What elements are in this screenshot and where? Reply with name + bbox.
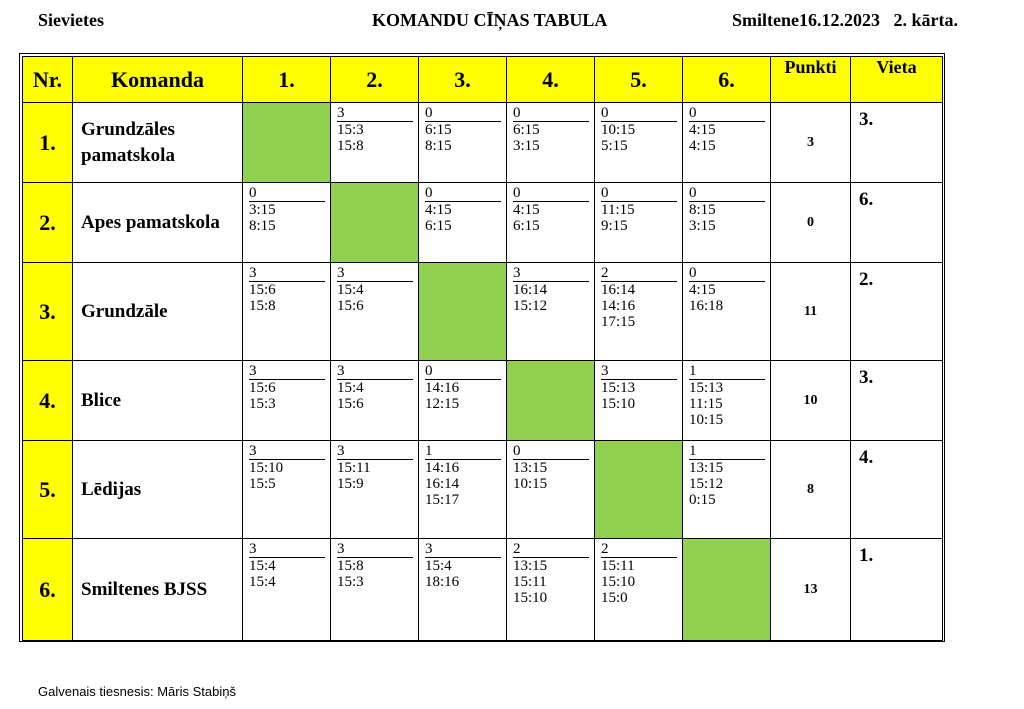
set-score: 9:15 bbox=[601, 218, 628, 234]
header-place: Vieta bbox=[851, 57, 943, 103]
match-points: 3 bbox=[249, 541, 325, 558]
self-match-cell bbox=[243, 103, 331, 183]
set-score: 13:15 bbox=[513, 558, 548, 574]
header-col-1: 1. bbox=[243, 57, 331, 103]
header-col-4: 4. bbox=[507, 57, 595, 103]
set-score: 10:15 bbox=[601, 122, 636, 138]
row-number: 3. bbox=[23, 263, 73, 361]
header-team: Komanda bbox=[73, 57, 243, 103]
self-match-cell bbox=[507, 361, 595, 441]
set-score: 14:16 bbox=[425, 460, 460, 476]
match-result-cell bbox=[419, 539, 507, 641]
set-score: 15:6 bbox=[249, 282, 276, 298]
match-result-cell bbox=[419, 183, 507, 263]
match-result-cell bbox=[331, 263, 419, 361]
table-row bbox=[23, 441, 943, 539]
set-score: 15:5 bbox=[249, 476, 276, 492]
set-score: 6:15 bbox=[513, 218, 540, 234]
set-score: 15:4 bbox=[425, 558, 452, 574]
set-score: 15:9 bbox=[337, 476, 364, 492]
match-result-cell bbox=[507, 263, 595, 361]
match-points: 3 bbox=[337, 363, 413, 380]
match-points: 2 bbox=[513, 541, 589, 558]
match-points: 0 bbox=[425, 363, 501, 380]
match-result-cell bbox=[243, 441, 331, 539]
match-result-cell bbox=[507, 103, 595, 183]
chief-referee-note: Galvenais tiesnesis: Māris Stabiņš bbox=[38, 684, 236, 699]
set-score: 16:18 bbox=[689, 298, 724, 314]
table-row bbox=[23, 361, 943, 441]
match-points: 3 bbox=[337, 541, 413, 558]
table-row bbox=[23, 103, 943, 183]
self-match-cell bbox=[683, 539, 771, 641]
match-points: 0 bbox=[601, 185, 677, 202]
match-result-cell bbox=[507, 441, 595, 539]
match-result-cell bbox=[595, 361, 683, 441]
match-points: 2 bbox=[601, 265, 677, 282]
match-points: 0 bbox=[513, 185, 589, 202]
set-score: 15:8 bbox=[337, 558, 364, 574]
set-score: 15:8 bbox=[337, 138, 364, 154]
header-col-2: 2. bbox=[331, 57, 419, 103]
match-points: 3 bbox=[601, 363, 677, 380]
set-score: 13:15 bbox=[689, 460, 724, 476]
total-points: 3 bbox=[771, 103, 851, 183]
final-place: 1. bbox=[851, 539, 943, 641]
set-score: 8:15 bbox=[425, 138, 452, 154]
set-score: 11:15 bbox=[689, 396, 723, 412]
match-points: 0 bbox=[689, 185, 765, 202]
match-result-cell bbox=[331, 539, 419, 641]
set-score: 0:15 bbox=[689, 492, 716, 508]
date-round-label: Smiltene16.12.2023 2. kārta. bbox=[732, 10, 958, 30]
set-score: 3:15 bbox=[513, 138, 540, 154]
set-score: 15:6 bbox=[249, 380, 276, 396]
total-points: 0 bbox=[771, 183, 851, 263]
match-points: 0 bbox=[513, 443, 589, 460]
match-points: 2 bbox=[601, 541, 677, 558]
set-score: 8:15 bbox=[689, 202, 716, 218]
match-result-cell bbox=[419, 361, 507, 441]
set-score: 6:15 bbox=[425, 122, 452, 138]
set-score: 15:4 bbox=[337, 380, 364, 396]
row-number: 6. bbox=[23, 539, 73, 641]
match-result-cell bbox=[595, 183, 683, 263]
match-result-cell bbox=[331, 361, 419, 441]
set-score: 15:3 bbox=[249, 396, 276, 412]
set-score: 4:15 bbox=[689, 138, 716, 154]
match-result-cell bbox=[331, 441, 419, 539]
match-points: 3 bbox=[513, 265, 589, 282]
header-col-5: 5. bbox=[595, 57, 683, 103]
match-result-cell bbox=[331, 103, 419, 183]
set-score: 15:6 bbox=[337, 298, 364, 314]
match-result-cell bbox=[595, 103, 683, 183]
row-number: 2. bbox=[23, 183, 73, 263]
set-score: 15:4 bbox=[337, 282, 364, 298]
header-nr: Nr. bbox=[23, 57, 73, 103]
row-number: 5. bbox=[23, 441, 73, 539]
team-name: Blice bbox=[73, 361, 243, 441]
set-score: 6:15 bbox=[425, 218, 452, 234]
self-match-cell bbox=[595, 441, 683, 539]
header-row bbox=[23, 57, 943, 103]
match-points: 3 bbox=[249, 265, 325, 282]
team-name: Lēdijas bbox=[73, 441, 243, 539]
match-result-cell bbox=[243, 183, 331, 263]
match-result-cell bbox=[595, 539, 683, 641]
header-points: Punkti bbox=[771, 57, 851, 103]
set-score: 15:8 bbox=[249, 298, 276, 314]
set-score: 16:14 bbox=[601, 282, 636, 298]
set-score: 16:14 bbox=[425, 476, 460, 492]
team-name: Smiltenes BJSS bbox=[73, 539, 243, 641]
match-points: 0 bbox=[513, 105, 589, 122]
set-score: 15:10 bbox=[249, 460, 284, 476]
set-score: 14:16 bbox=[425, 380, 460, 396]
set-score: 4:15 bbox=[425, 202, 452, 218]
match-points: 3 bbox=[337, 105, 413, 122]
standings-table bbox=[22, 56, 943, 641]
set-score: 15:17 bbox=[425, 492, 460, 508]
row-number: 4. bbox=[23, 361, 73, 441]
match-points: 1 bbox=[689, 363, 765, 380]
team-name: Apes pamatskola bbox=[73, 183, 243, 263]
table-row bbox=[23, 263, 943, 361]
match-points: 0 bbox=[425, 105, 501, 122]
team-name: Grundzāle bbox=[73, 263, 243, 361]
final-place: 3. bbox=[851, 103, 943, 183]
set-score: 3:15 bbox=[249, 202, 276, 218]
match-result-cell bbox=[243, 263, 331, 361]
set-score: 3:15 bbox=[689, 218, 716, 234]
match-points: 3 bbox=[249, 443, 325, 460]
set-score: 11:15 bbox=[601, 202, 635, 218]
set-score: 15:12 bbox=[689, 476, 724, 492]
match-points: 3 bbox=[337, 265, 413, 282]
set-score: 15:12 bbox=[513, 298, 548, 314]
set-score: 16:14 bbox=[513, 282, 548, 298]
match-points: 3 bbox=[425, 541, 501, 558]
total-points: 8 bbox=[771, 441, 851, 539]
set-score: 15:4 bbox=[249, 558, 276, 574]
match-result-cell bbox=[419, 103, 507, 183]
set-score: 15:13 bbox=[689, 380, 724, 396]
set-score: 6:15 bbox=[513, 122, 540, 138]
set-score: 13:15 bbox=[513, 460, 548, 476]
set-score: 10:15 bbox=[513, 476, 548, 492]
table-row bbox=[23, 539, 943, 641]
match-points: 3 bbox=[249, 363, 325, 380]
set-score: 15:11 bbox=[513, 574, 547, 590]
final-place: 6. bbox=[851, 183, 943, 263]
match-result-cell bbox=[683, 263, 771, 361]
table-row bbox=[23, 183, 943, 263]
set-score: 15:10 bbox=[601, 396, 636, 412]
self-match-cell bbox=[331, 183, 419, 263]
set-score: 15:0 bbox=[601, 590, 628, 606]
set-score: 15:4 bbox=[249, 574, 276, 590]
set-score: 12:15 bbox=[425, 396, 460, 412]
set-score: 4:15 bbox=[513, 202, 540, 218]
set-score: 15:3 bbox=[337, 122, 364, 138]
set-score: 15:6 bbox=[337, 396, 364, 412]
match-points: 1 bbox=[425, 443, 501, 460]
total-points: 13 bbox=[771, 539, 851, 641]
match-result-cell bbox=[683, 441, 771, 539]
final-place: 3. bbox=[851, 361, 943, 441]
header-col-6: 6. bbox=[683, 57, 771, 103]
set-score: 10:15 bbox=[689, 412, 724, 428]
match-points: 0 bbox=[689, 265, 765, 282]
set-score: 15:3 bbox=[337, 574, 364, 590]
match-points: 3 bbox=[337, 443, 413, 460]
set-score: 4:15 bbox=[689, 122, 716, 138]
table-frame bbox=[19, 53, 945, 642]
set-score: 15:11 bbox=[337, 460, 371, 476]
final-place: 4. bbox=[851, 441, 943, 539]
match-result-cell bbox=[683, 183, 771, 263]
match-result-cell bbox=[683, 103, 771, 183]
self-match-cell bbox=[419, 263, 507, 361]
category-label: Sievietes bbox=[38, 10, 104, 30]
match-points: 0 bbox=[601, 105, 677, 122]
match-result-cell bbox=[419, 441, 507, 539]
table-title: KOMANDU CĪŅAS TABULA bbox=[372, 10, 608, 30]
match-result-cell bbox=[683, 361, 771, 441]
total-points: 10 bbox=[771, 361, 851, 441]
final-place: 2. bbox=[851, 263, 943, 361]
set-score: 15:13 bbox=[601, 380, 636, 396]
match-points: 1 bbox=[689, 443, 765, 460]
set-score: 8:15 bbox=[249, 218, 276, 234]
set-score: 5:15 bbox=[601, 138, 628, 154]
set-score: 15:10 bbox=[513, 590, 548, 606]
match-result-cell bbox=[507, 539, 595, 641]
set-score: 15:10 bbox=[601, 574, 636, 590]
header-col-3: 3. bbox=[419, 57, 507, 103]
match-points: 0 bbox=[249, 185, 325, 202]
match-result-cell bbox=[243, 361, 331, 441]
match-result-cell bbox=[243, 539, 331, 641]
match-result-cell bbox=[595, 263, 683, 361]
set-score: 15:11 bbox=[601, 558, 635, 574]
row-number: 1. bbox=[23, 103, 73, 183]
match-points: 0 bbox=[689, 105, 765, 122]
match-points: 0 bbox=[425, 185, 501, 202]
team-name: Grundzāles pamatskola bbox=[73, 103, 243, 183]
total-points: 11 bbox=[771, 263, 851, 361]
set-score: 14:16 bbox=[601, 298, 636, 314]
set-score: 4:15 bbox=[689, 282, 716, 298]
set-score: 18:16 bbox=[425, 574, 460, 590]
set-score: 17:15 bbox=[601, 314, 636, 330]
match-result-cell bbox=[507, 183, 595, 263]
